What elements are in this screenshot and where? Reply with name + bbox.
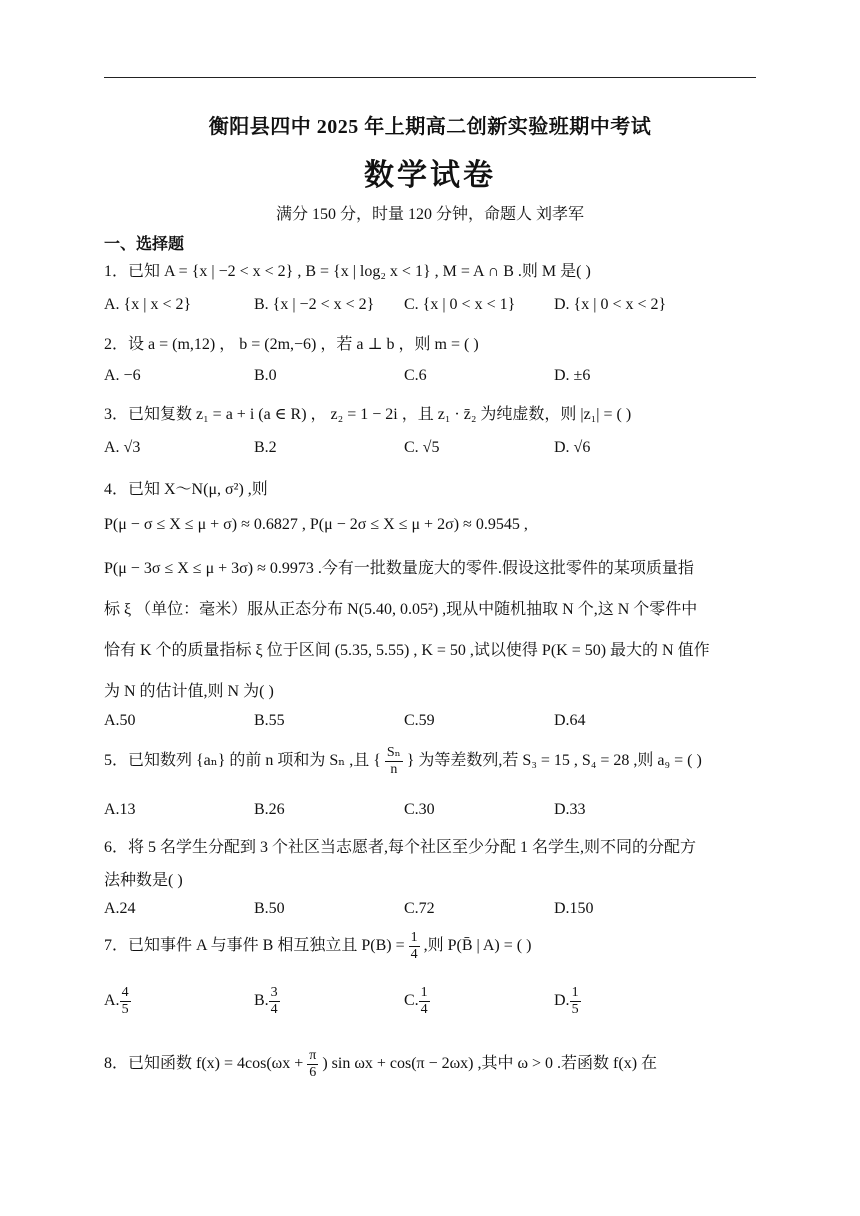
option-a: [104, 985, 131, 1018]
question-4-line-3: P(μ − 3σ ≤ X ≤ μ + 3σ) ≈ 0.9973 .今有一批数量庞大的零件.假设这批零件的某项质量指: [104, 560, 694, 577]
numerator: Sₙ: [386, 745, 401, 760]
option-c: C.72: [404, 900, 435, 917]
fraction: [120, 985, 131, 1018]
option-a: A.24: [104, 900, 136, 917]
fraction: [385, 745, 403, 778]
option-c: C.30: [404, 801, 435, 818]
question-7-stem: [104, 930, 531, 963]
numerator: 1: [571, 985, 579, 1000]
option-label: C.: [404, 992, 419, 1010]
numerator: π: [309, 1048, 317, 1063]
question-4-line-1: 4．已知 X～N(μ, σ²) ,则: [104, 481, 268, 498]
exam-info: 满分 150 分，时量 120 分钟，命题人 刘孝军: [275, 206, 584, 223]
subject-title: 数学试卷: [364, 159, 496, 192]
fraction: [307, 1048, 318, 1081]
denominator: 5: [121, 1002, 129, 1017]
option-b: B.2: [254, 439, 277, 456]
question-4-line-6: 为 N 的估计值,则 N 为( ): [104, 683, 274, 700]
question-1-options: [104, 296, 724, 326]
numerator: 1: [410, 930, 418, 945]
stem-text-2: ) sin ωx + cos(π − 2ωx) ,其中 ω > 0 .若函数 f(x) 在: [322, 1055, 658, 1073]
exam-title: 衡阳县四中 2025 年上期高二创新实验班期中考试: [208, 116, 652, 138]
option-b: B.50: [254, 900, 285, 917]
question-6-line-1: 6．将 5 名学生分配到 3 个社区当志愿者,每个社区至少分配 1 名学生,则不同的分配方: [104, 839, 697, 856]
question-8-stem: [104, 1048, 657, 1081]
option-d: D.150: [554, 900, 594, 917]
option-a: A.50: [104, 712, 136, 729]
denominator: 4: [420, 1002, 428, 1017]
question-4-line-5: 恰有 K 个的质量指标 ξ 位于区间 (5.35, 5.55) , K = 50 ,试以使得 P(K = 50) 最大的 N 值作: [104, 642, 710, 659]
question-2-options: [104, 367, 724, 397]
option-c: C. {x | 0 < x < 1}: [404, 296, 516, 313]
option-c: C.59: [404, 712, 435, 729]
option-c: C.6: [404, 367, 427, 384]
option-b: B.0: [254, 367, 277, 384]
stem-text-2: ,则 P(B̄ | A) = ( ): [423, 937, 532, 955]
option-d: D. {x | 0 < x < 2}: [554, 296, 667, 313]
option-a: A. −6: [104, 367, 141, 384]
question-7-options: [104, 985, 724, 1015]
option-label: D.: [554, 992, 570, 1010]
top-rule: [104, 77, 756, 78]
denominator: 4: [410, 947, 418, 962]
question-5-stem: [104, 745, 702, 778]
stem-text-1: 8．已知函数 f(x) = 4cos(ωx +: [104, 1055, 308, 1073]
option-a: A. √3: [104, 439, 141, 456]
option-label: A.: [104, 992, 120, 1010]
fraction: [269, 985, 280, 1018]
option-d: [554, 985, 581, 1018]
question-1-stem: 1．已知 A = {x | −2 < x < 2} , B = {x | log₂ x < 1} , M = A ∩ B .则 M 是( ): [104, 263, 591, 280]
option-label: B.: [254, 992, 269, 1010]
option-a: A.13: [104, 801, 136, 818]
option-b: B.26: [254, 801, 285, 818]
denominator: 5: [571, 1002, 579, 1017]
option-d: D.64: [554, 712, 586, 729]
numerator: 4: [121, 985, 129, 1000]
question-3-options: [104, 439, 724, 469]
option-d: D. ±6: [554, 367, 591, 384]
question-4-line-2: P(μ − σ ≤ X ≤ μ + σ) ≈ 0.6827 , P(μ − 2σ ≤ X ≤ μ + 2σ) ≈ 0.9545 ,: [104, 516, 528, 533]
question-4-options: [104, 712, 724, 742]
stem-text-1: 5．已知数列 {aₙ} 的前 n 项和为 Sₙ ,且 {: [104, 752, 381, 770]
question-5-options: [104, 801, 724, 831]
question-6-line-2: 法种数是( ): [104, 872, 183, 889]
question-6-options: [104, 900, 724, 930]
option-b: B. {x | −2 < x < 2}: [254, 296, 375, 313]
denominator: 4: [270, 1002, 278, 1017]
denominator: 6: [309, 1065, 317, 1080]
numerator: 1: [420, 985, 428, 1000]
numerator: 3: [270, 985, 278, 1000]
option-b: B.55: [254, 712, 285, 729]
question-2-stem: 2．设 a = (m,12) ， b = (2m,−6) ，若 a ⊥ b ，则 m = ( ): [104, 336, 479, 353]
option-c: [404, 985, 430, 1018]
option-c: C. √5: [404, 439, 440, 456]
fraction: [419, 985, 430, 1018]
option-a: A. {x | x < 2}: [104, 296, 192, 313]
section-heading: 一、选择题: [104, 234, 185, 253]
stem-text-2: } 为等差数列,若 S₃ = 15 , S₄ = 28 ,则 a₉ = ( ): [406, 752, 702, 770]
option-b: [254, 985, 280, 1018]
fraction: [409, 930, 420, 963]
denominator: n: [390, 762, 398, 777]
question-4-line-4: 标 ξ （单位：毫米）服从正态分布 N(5.40, 0.05²) ,现从中随机抽取 N 个,这 N 个零件中: [104, 601, 698, 618]
option-d: D.33: [554, 801, 586, 818]
question-3-stem: 3．已知复数 z₁ = a + i (a ∈ R) ， z₂ = 1 − 2i ，且 z₁ · z̄₂ 为纯虚数，则 |z₁| = ( ): [104, 406, 632, 423]
stem-text-1: 7．已知事件 A 与事件 B 相互独立且 P(B) =: [104, 937, 409, 955]
option-d: D. √6: [554, 439, 591, 456]
fraction: [570, 985, 581, 1018]
